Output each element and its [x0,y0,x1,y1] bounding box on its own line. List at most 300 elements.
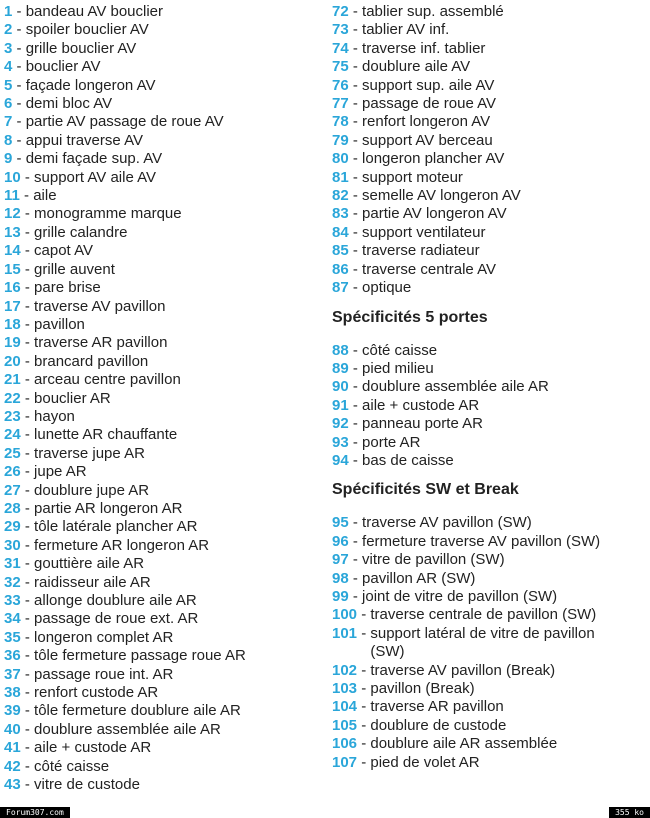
part-label: passage roue int. AR [34,665,174,683]
part-separator: - [12,58,26,76]
part-separator: - [348,532,363,550]
part-label: partie AV passage de roue AV [25,113,224,131]
part-label: demi façade sup. AV [25,150,163,168]
part-item [332,735,646,753]
part-separator: - [12,95,26,113]
part-item [332,434,646,452]
part-item [4,187,326,205]
part-label: doublure assemblée aile AR [34,720,221,738]
part-label: tablier sup. assemblé [362,3,504,20]
part-separator: - [348,95,363,113]
part-label: support AV aile AV [34,168,157,186]
parts-list-5-portes [332,342,646,471]
part-item [4,647,326,665]
part-separator: - [348,58,363,76]
part-item [332,58,646,76]
part-item [332,360,646,378]
part-number: 23 [4,407,21,425]
part-separator: - [20,628,35,646]
part-separator: - [19,187,34,205]
part-item [4,555,326,573]
part-label: vitre de pavillon (SW) [362,551,505,569]
part-separator: - [348,587,363,605]
part-separator: - [357,624,371,642]
part-item [4,629,326,647]
part-separator: - [12,3,26,20]
part-number: 77 [332,95,349,113]
footer-site: Forum307.com [0,807,70,818]
part-item [4,279,326,297]
part-separator: - [348,168,363,186]
part-number: 32 [4,573,21,591]
part-number: 105 [332,716,358,734]
part-label: longeron plancher AV [362,150,505,168]
part-item [332,551,646,569]
part-label: raidisseur aile AR [34,573,151,591]
part-number: 100 [332,606,358,624]
part-separator: - [12,150,26,168]
part-separator: - [20,776,35,794]
part-item [332,717,646,735]
right-column [332,3,646,772]
part-separator: - [357,753,371,771]
part-separator: - [12,21,26,39]
part-item [4,463,326,481]
part-item [4,113,326,131]
part-number: 99 [332,587,349,605]
part-item [332,754,646,772]
part-label: pavillon [34,315,85,333]
part-number: 24 [4,426,21,444]
part-item [4,132,326,150]
part-label: tablier AV inf. [362,21,450,39]
left-column [4,3,326,794]
part-item [4,739,326,757]
part-item [4,702,326,720]
part-separator: - [20,242,35,260]
part-number: 13 [4,223,21,241]
part-separator: - [348,187,363,205]
part-label: joint de vitre de pavillon (SW) [362,587,558,605]
part-label: renfort longeron AV [362,113,491,131]
part-label: doublure aile AV [362,58,471,76]
part-number: 22 [4,389,21,407]
part-item [4,592,326,610]
part-separator: - [348,279,363,297]
part-separator: - [348,396,363,414]
part-separator: - [357,606,371,624]
part-number: 31 [4,555,21,573]
part-item [332,698,646,716]
part-label: traverse AV pavillon [34,297,166,315]
part-separator: - [20,536,35,554]
part-number: 19 [4,334,21,352]
part-label: pied de volet AR [370,753,480,771]
section-heading-sw-break: Spécificités SW et Break [332,481,519,499]
part-item [4,77,326,95]
part-number: 2 [4,21,13,39]
part-number: 91 [332,396,349,414]
part-number: 81 [332,168,349,186]
part-number: 98 [332,569,349,587]
part-item [332,588,646,606]
part-separator: - [348,39,363,57]
part-separator: - [20,297,35,315]
part-number: 107 [332,753,358,771]
part-item [4,316,326,334]
part-number: 90 [332,378,349,396]
part-item [4,21,326,39]
part-separator: - [20,518,35,536]
part-number: 73 [332,21,349,39]
part-label: allonge doublure aile AR [34,592,197,609]
part-item [4,150,326,168]
part-label: appui traverse AV [25,131,143,149]
part-item [4,537,326,555]
part-item [4,40,326,58]
part-number: 89 [332,359,349,377]
part-number: 21 [4,371,21,389]
part-number: 42 [4,757,21,775]
part-separator: - [20,279,35,297]
part-number: 15 [4,260,21,278]
part-number: 93 [332,433,349,451]
part-item [4,390,326,408]
part-separator: - [20,168,35,186]
part-label: bas de caisse [362,451,454,469]
part-number: 104 [332,698,358,716]
part-label: partie AR longeron AR [34,499,183,517]
part-separator: - [348,359,363,377]
part-number: 76 [332,76,349,94]
part-number: 14 [4,242,21,260]
footer-filesize: 355 ko [609,807,650,818]
part-number: 25 [4,444,21,462]
part-separator: - [20,555,35,573]
part-separator: - [348,341,363,359]
part-label: gouttière aile AR [34,555,145,573]
part-label: support ventilateur [362,223,486,241]
part-item [4,242,326,260]
part-number: 74 [332,39,349,57]
part-separator: - [357,661,371,679]
part-item [4,610,326,628]
part-label: partie AV longeron AV [362,205,507,223]
part-number: 39 [4,702,21,720]
parts-list-sw-break [332,514,646,772]
part-separator: - [348,150,363,168]
part-item [332,397,646,415]
part-separator: - [20,757,35,775]
part-item [332,95,646,113]
part-item [332,514,646,532]
part-separator: - [20,684,35,702]
part-number: 88 [332,341,349,359]
part-item [4,224,326,242]
part-item [332,680,646,698]
part-separator: - [20,223,35,241]
part-separator: - [12,113,26,131]
part-number: 97 [332,551,349,569]
part-label: aile + custode AR [34,739,152,757]
part-item [4,574,326,592]
part-item [332,150,646,168]
part-separator: - [20,371,35,389]
part-label: spoiler bouclier AV [25,21,149,39]
part-separator: - [348,3,363,20]
part-label: hayon [34,407,75,425]
part-label: renfort custode AR [34,684,159,702]
part-label: passage de roue AV [362,95,497,113]
part-item [332,625,646,662]
part-separator: - [20,592,35,609]
part-label: traverse jupe AR [34,444,145,462]
part-item [332,570,646,588]
part-label: jupe AR [34,463,87,481]
part-label: pied milieu [362,359,434,377]
part-number: 35 [4,628,21,646]
part-item [332,224,646,242]
part-item [332,533,646,551]
part-item [4,169,326,187]
part-label: grille bouclier AV [25,39,137,57]
part-number: 95 [332,514,349,532]
part-number: 20 [4,352,21,370]
part-item [4,684,326,702]
part-separator: - [348,113,363,131]
part-label: panneau porte AR [362,415,483,433]
part-number: 87 [332,279,349,297]
part-separator: - [348,131,363,149]
part-label: façade longeron AV [25,76,156,94]
part-item [332,21,646,39]
part-item [332,187,646,205]
part-label: traverse centrale de pavillon (SW) [370,606,597,624]
part-separator: - [20,444,35,462]
part-label: porte AR [362,433,421,451]
part-number: 9 [4,150,13,168]
part-number: 30 [4,536,21,554]
part-item [332,169,646,187]
part-label: traverse AV pavillon (Break) [370,661,556,679]
part-item [4,58,326,76]
part-label: arceau centre pavillon [34,371,181,389]
part-label: brancard pavillon [34,352,149,370]
part-separator: - [20,205,35,223]
part-number: 103 [332,680,358,697]
part-label: support sup. aile AV [362,76,495,94]
part-item [4,334,326,352]
part-item [4,426,326,444]
part-label: bouclier AR [34,389,111,407]
part-label: support moteur [362,168,463,186]
part-item [4,758,326,776]
part-number: 85 [332,242,349,260]
part-number: 33 [4,592,21,609]
part-label: traverse AR pavillon [370,698,504,716]
part-item [332,452,646,470]
part-label: aile + custode AR [362,396,480,414]
part-number: 11 [4,187,20,205]
part-label: optique [362,279,412,297]
part-label: doublure aile AR assemblée [370,735,558,753]
part-item [332,606,646,624]
part-label: semelle AV longeron AV [362,187,521,205]
part-separator: - [348,569,363,587]
part-label: côté caisse [362,341,438,359]
part-number: 4 [4,58,13,76]
part-separator: - [20,260,35,278]
part-label: capot AV [34,242,93,260]
part-separator: - [20,573,35,591]
part-number: 10 [4,168,21,186]
part-number: 79 [332,131,349,149]
part-label: fermeture AR longeron AR [34,536,210,554]
part-number: 28 [4,499,21,517]
part-item [332,77,646,95]
part-number: 86 [332,260,349,278]
part-item [4,298,326,316]
part-number: 75 [332,58,349,76]
part-number: 102 [332,661,358,679]
part-number: 34 [4,610,21,628]
part-separator: - [20,352,35,370]
part-label: doublure assemblée aile AR [362,378,549,396]
part-number: 41 [4,739,21,757]
part-number: 12 [4,205,21,223]
part-number: 1 [4,3,13,20]
part-label: traverse inf. tablier [362,39,486,57]
part-label: traverse AR pavillon [34,334,168,352]
part-separator: - [348,551,363,569]
part-label: pare brise [34,279,101,297]
part-item [4,721,326,739]
part-separator: - [20,739,35,757]
part-number: 72 [332,3,349,20]
part-item [332,415,646,433]
part-item [332,342,646,360]
part-label: pavillon (Break) [370,680,475,697]
part-item [332,132,646,150]
part-separator: - [20,665,35,683]
part-number: 106 [332,735,358,753]
part-separator: - [348,223,363,241]
part-separator: - [348,451,363,469]
part-separator: - [348,378,363,396]
part-separator: - [348,514,363,532]
part-separator: - [20,499,35,517]
part-separator: - [20,702,35,720]
part-separator: - [20,481,35,499]
part-label: grille calandre [34,223,128,241]
part-label: demi bloc AV [25,95,113,113]
part-separator: - [20,315,35,333]
part-number: 26 [4,463,21,481]
part-item [4,776,326,794]
part-number: 8 [4,131,13,149]
part-label: grille auvent [34,260,115,278]
part-separator: - [348,242,363,260]
part-number: 101 [332,624,358,642]
part-item [4,205,326,223]
part-number: 18 [4,315,21,333]
part-item [4,408,326,426]
part-item [332,113,646,131]
part-item [332,662,646,680]
part-item [4,445,326,463]
part-label: longeron complet AR [34,628,174,646]
part-separator: - [20,334,35,352]
part-number: 5 [4,76,13,94]
part-number: 36 [4,647,21,665]
part-label: tôle latérale plancher AR [34,518,198,536]
part-label: fermeture traverse AV pavillon (SW) [362,532,601,550]
part-item [4,95,326,113]
part-label: doublure jupe AR [34,481,150,499]
part-item [332,279,646,297]
part-item [332,378,646,396]
part-separator: - [20,610,35,628]
part-number: 94 [332,451,349,469]
part-label: tôle fermeture passage roue AR [34,647,246,665]
part-number: 92 [332,415,349,433]
part-separator: - [348,76,363,94]
part-item [332,3,646,21]
part-item [4,666,326,684]
part-label: bandeau AV bouclier [25,3,164,20]
part-separator: - [357,698,371,716]
part-item [4,371,326,389]
part-label: support latéral de vitre de pavillon (SW) [370,624,595,661]
part-number: 17 [4,297,21,315]
part-label: vitre de custode [34,776,140,794]
part-number: 78 [332,113,349,131]
part-number: 27 [4,481,21,499]
part-number: 7 [4,113,13,131]
parts-list-main-right [332,3,646,298]
part-item [4,500,326,518]
part-number: 16 [4,279,21,297]
part-number: 29 [4,518,21,536]
part-separator: - [357,716,371,734]
part-separator: - [20,389,35,407]
part-separator: - [20,647,35,665]
part-separator: - [348,415,363,433]
part-item [4,353,326,371]
part-number: 38 [4,684,21,702]
part-separator: - [348,433,363,451]
part-separator: - [357,735,371,753]
part-separator: - [12,39,26,57]
part-separator: - [348,260,363,278]
part-label: support AV berceau [362,131,493,149]
part-number: 40 [4,720,21,738]
part-item [4,261,326,279]
part-separator: - [20,407,35,425]
part-label: traverse centrale AV [362,260,496,278]
part-label: traverse AV pavillon (SW) [362,514,532,532]
part-separator: - [12,76,26,94]
part-label: pavillon AR (SW) [362,569,476,587]
part-item [332,40,646,58]
part-number: 80 [332,150,349,168]
part-label: bouclier AV [25,58,101,76]
part-label: côté caisse [34,757,110,775]
part-separator: - [357,680,371,697]
part-separator: - [20,426,35,444]
part-label: monogramme marque [34,205,182,223]
part-item [332,242,646,260]
